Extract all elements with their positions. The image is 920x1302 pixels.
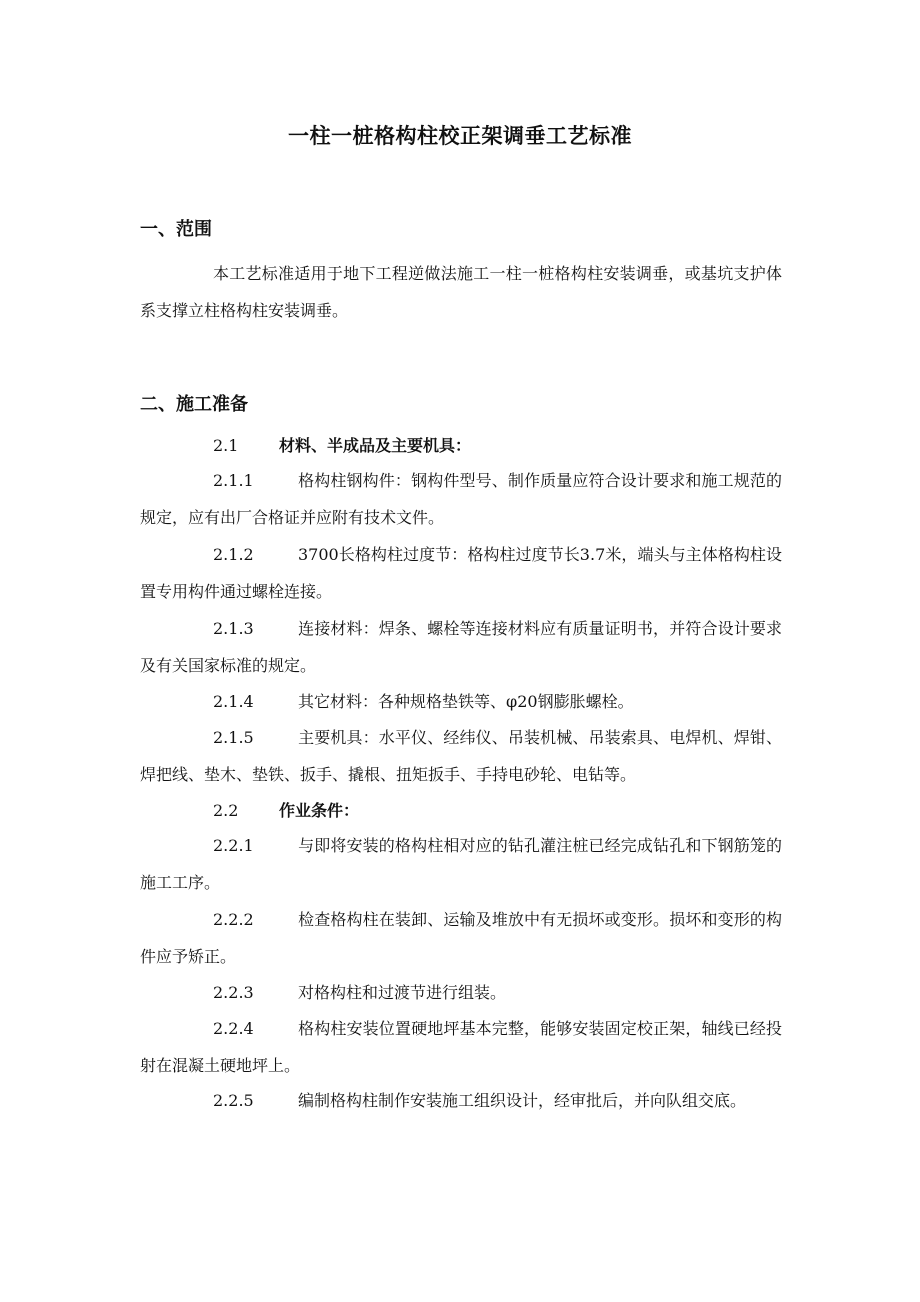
subsection-heading-materials [213, 431, 471, 461]
list-item [140, 462, 782, 536]
item-number: 2.1.2 [213, 545, 254, 564]
list-item [140, 1082, 782, 1119]
item-number: 2.2.3 [213, 983, 254, 1002]
document-title: 一柱一桩格构柱校正架调垂工艺标准 [288, 123, 632, 148]
item-text: 其它材料：各种规格垫铁等、φ20钢膨胀螺栓。 [298, 692, 634, 711]
section-heading-preparation: 二、施工准备 [140, 394, 248, 415]
subsection-number: 2.2 [213, 801, 239, 820]
item-text: 对格构柱和过渡节进行组装。 [298, 983, 507, 1002]
item-text: 与即将安装的格构柱相对应的钻孔灌注桩已经完成钻孔和下钢筋笼的施工工序。 [140, 836, 782, 892]
item-number: 2.2.1 [213, 836, 254, 855]
item-text: 格构柱安装位置硬地坪基本完整，能够安装固定校正架，轴线已经投射在混凝土硬地坪上。 [140, 1019, 782, 1075]
item-number: 2.2.4 [213, 1019, 254, 1038]
list-item [140, 683, 782, 720]
item-number: 2.1.5 [213, 728, 254, 747]
list-item [140, 1010, 782, 1084]
list-item [140, 536, 782, 610]
item-text: 编制格构柱制作安装施工组织设计，经审批后，并向队组交底。 [298, 1091, 747, 1110]
item-text: 连接材料：焊条、螺栓等连接材料应有质量证明书，并符合设计要求及有关国家标准的规定。 [140, 619, 782, 675]
item-text: 格构柱钢构件：钢构件型号、制作质量应符合设计要求和施工规范的规定，应有出厂合格证并应附有技术文件。 [140, 471, 782, 527]
item-text: 主要机具：水平仪、经纬仪、吊装机械、吊装索具、电焊机、焊钳、焊把线、垫木、垫铁、扳手、撬根、扭矩扳手、手持电砂轮、电钻等。 [140, 728, 782, 784]
item-number: 2.1.4 [213, 692, 254, 711]
item-number: 2.1.1 [213, 471, 254, 490]
list-item [140, 974, 782, 1011]
list-item [140, 610, 782, 684]
section-heading-scope: 一、范围 [140, 219, 212, 240]
subsection-heading-conditions [213, 796, 359, 826]
subsection-title: 作业条件： [279, 801, 360, 820]
item-number: 2.2.2 [213, 910, 254, 929]
item-text: 检查格构柱在装卸、运输及堆放中有无损坏或变形。损坏和变形的构件应予矫正。 [140, 910, 782, 966]
subsection-number: 2.1 [213, 436, 239, 455]
subsection-title: 材料、半成品及主要机具： [279, 436, 472, 455]
list-item [140, 719, 782, 793]
item-text: 3700长格构柱过度节：格构柱过度节长3.7米，端头与主体格构柱设置专用构件通过螺栓连接。 [140, 545, 782, 601]
list-item [140, 901, 782, 975]
list-item [140, 827, 782, 901]
item-number: 2.1.3 [213, 619, 254, 638]
item-number: 2.2.5 [213, 1091, 254, 1110]
scope-paragraph: 本工艺标准适用于地下工程逆做法施工一柱一桩格构柱安装调垂，或基坑支护体系支撑立柱格构柱安装调垂。 [140, 264, 782, 320]
